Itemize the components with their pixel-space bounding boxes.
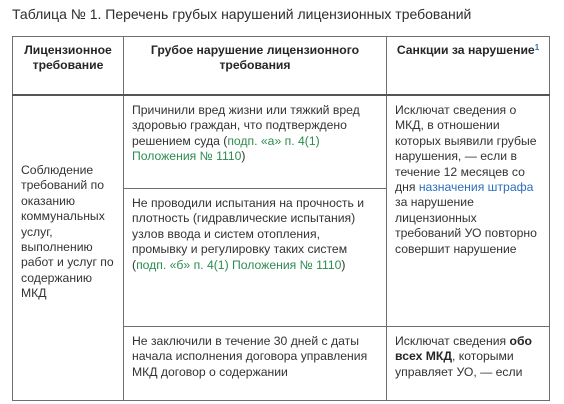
header-sanctions xyxy=(387,37,550,96)
violation-text-tail: ) xyxy=(341,257,346,272)
sanction-cell xyxy=(387,327,550,401)
header-requirement-line2: требование xyxy=(32,58,104,73)
violation-text: Не заключили в течение 30 дней с даты начала исполнения договора управления МКД договор о содержании xyxy=(132,334,368,379)
sanction-bold-text: обо всех МКД xyxy=(395,334,532,364)
sanction-text-tail: , которыми управляет УО, — если xyxy=(395,349,523,379)
table-row xyxy=(13,95,550,189)
violation-cell xyxy=(124,327,387,401)
requirement-cell xyxy=(13,95,124,401)
header-requirement xyxy=(13,37,124,96)
violation-cell xyxy=(124,189,387,327)
sanction-text: Исключат сведения xyxy=(395,334,510,348)
violations-table xyxy=(12,36,550,401)
header-violation-line2: требования xyxy=(219,58,291,73)
header-requirement-line1: Лицензионное xyxy=(24,43,112,57)
sanction-cell xyxy=(387,95,550,327)
sanction-text: Исключат сведения о МКД, в отношении которых выявили грубые нарушения, — если в течение 12 месяцев со дня xyxy=(395,103,537,195)
header-sanctions-label: Санкции за нарушение xyxy=(396,43,535,57)
violation-reference-link[interactable]: подп. «а» п. 4(1) Положения № 1110 xyxy=(132,133,320,164)
table-caption: Таблица № 1. Перечень грубых нарушений лицензионных требований xyxy=(12,6,472,22)
violation-cell xyxy=(124,95,387,189)
violation-reference-link[interactable]: подп. «б» п. 4(1) Положения № 1110 xyxy=(136,257,342,272)
table-header-row xyxy=(13,37,550,96)
header-violation-line1: Грубое нарушение лицензионного xyxy=(150,43,360,57)
footnote-marker[interactable]: 1 xyxy=(534,43,540,52)
requirement-text: Соблюдение требований по оказанию коммунальных услуг, выполнению работ и услуг по содержанию МКД xyxy=(21,163,114,301)
header-violation xyxy=(124,37,387,96)
violation-text: Не проводили испытания на прочность и плотность (гидравлические испытания) узлов ввода и систем отопления, промывку и регулировку таких систем ( xyxy=(132,196,365,272)
fine-assignment-link[interactable]: назначения штрафа xyxy=(418,180,534,195)
sanction-text-tail: за нарушение лицензионных требований УО повторно совершит нарушение xyxy=(395,195,537,256)
violation-text: Причинили вред жизни или тяжкий вред здоровью граждан, что подтверждено решением суда ( xyxy=(132,103,360,148)
violation-text-tail: ) xyxy=(241,149,246,164)
